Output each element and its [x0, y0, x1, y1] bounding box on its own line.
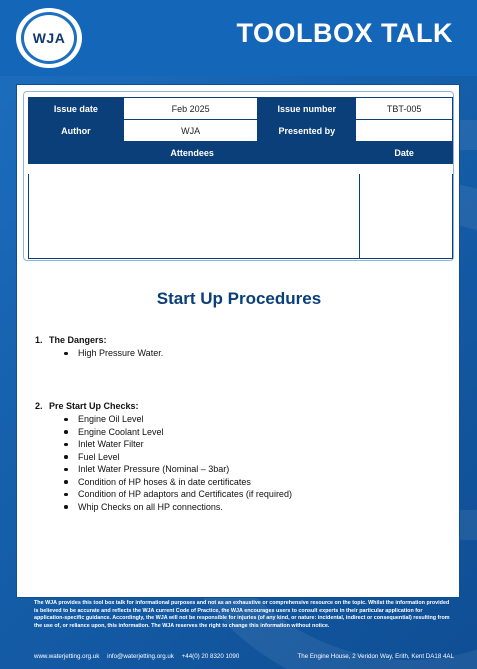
- list-item: Engine Oil Level: [64, 413, 292, 426]
- issue-number-value: TBT-005: [356, 98, 453, 120]
- section-number: 2.: [35, 401, 43, 411]
- section-heading-text: Pre Start Up Checks:: [49, 401, 139, 411]
- section-heading-text: The Dangers:: [49, 335, 107, 345]
- dangers-list: [64, 347, 163, 360]
- section-number: 1.: [35, 335, 43, 345]
- issue-date-label: Issue date: [29, 98, 124, 120]
- footer-address: The Engine House, 2 Veridon Way, Erith, Kent DA18 4AL: [297, 653, 454, 660]
- list-item: Inlet Water Pressure (Nominal – 3bar): [64, 463, 292, 476]
- list-item: Fuel Level: [64, 451, 292, 464]
- date-header: Date: [356, 142, 453, 164]
- disclaimer-text: The WJA provides this tool box talk for informational purposes and not as an exhaustive or comprehensive resource on the topic. Whilst the information provided is believed to be accurate and reflects the WJA current Code of Practice, the WJA encourages users to consult experts in their particular application for application-specific guidance. Accordingly, the WJA will not be responsible for injuries (of any kind, or nature: incidental, indirect or consequential) resulting from the use of, or reliance upon, this information. The WJA reserves the right to change this information without notice.: [34, 600, 450, 629]
- section-heading: [35, 335, 163, 345]
- list-item: Condition of HP hoses & in date certificates: [64, 476, 292, 489]
- checks-section: [35, 401, 292, 513]
- logo-text: WJA: [32, 30, 66, 46]
- wja-logo: [16, 8, 82, 68]
- table-row: [29, 142, 453, 164]
- issue-date-value: Feb 2025: [123, 98, 258, 120]
- header-band: [0, 0, 477, 76]
- list-item: High Pressure Water.: [64, 347, 163, 360]
- attendees-header: Attendees: [29, 142, 356, 164]
- footer-email[interactable]: info@waterjetting.org.uk: [107, 653, 174, 660]
- presented-by-value[interactable]: [356, 120, 453, 142]
- divider: [28, 174, 29, 259]
- dangers-section: [35, 335, 163, 360]
- issue-number-label: Issue number: [258, 98, 356, 120]
- list-item: Whip Checks on all HP connections.: [64, 501, 292, 514]
- divider: [359, 174, 360, 259]
- footer-phone: +44(0) 20 8320 1090: [181, 653, 240, 660]
- list-item: Inlet Water Filter: [64, 438, 292, 451]
- info-box: [23, 91, 454, 261]
- divider: [452, 174, 453, 259]
- table-row: [29, 120, 453, 142]
- divider: [28, 258, 453, 259]
- section-title: Start Up Procedures: [156, 289, 322, 308]
- footer-website[interactable]: www.waterjetting.org.uk: [34, 653, 100, 660]
- checks-list: [64, 413, 292, 513]
- list-item: Condition of HP adaptors and Certificates (if required): [64, 488, 292, 501]
- footer: [34, 653, 454, 660]
- author-value: WJA: [123, 120, 258, 142]
- author-label: Author: [29, 120, 124, 142]
- table-row: [29, 98, 453, 120]
- info-table: [28, 97, 453, 164]
- content-panel: [16, 84, 460, 598]
- attendees-area[interactable]: [28, 174, 453, 259]
- presented-by-label: Presented by: [258, 120, 356, 142]
- list-item: Engine Coolant Level: [64, 426, 292, 439]
- page-title: TOOLBOX TALK: [236, 18, 453, 48]
- section-heading: [35, 401, 292, 411]
